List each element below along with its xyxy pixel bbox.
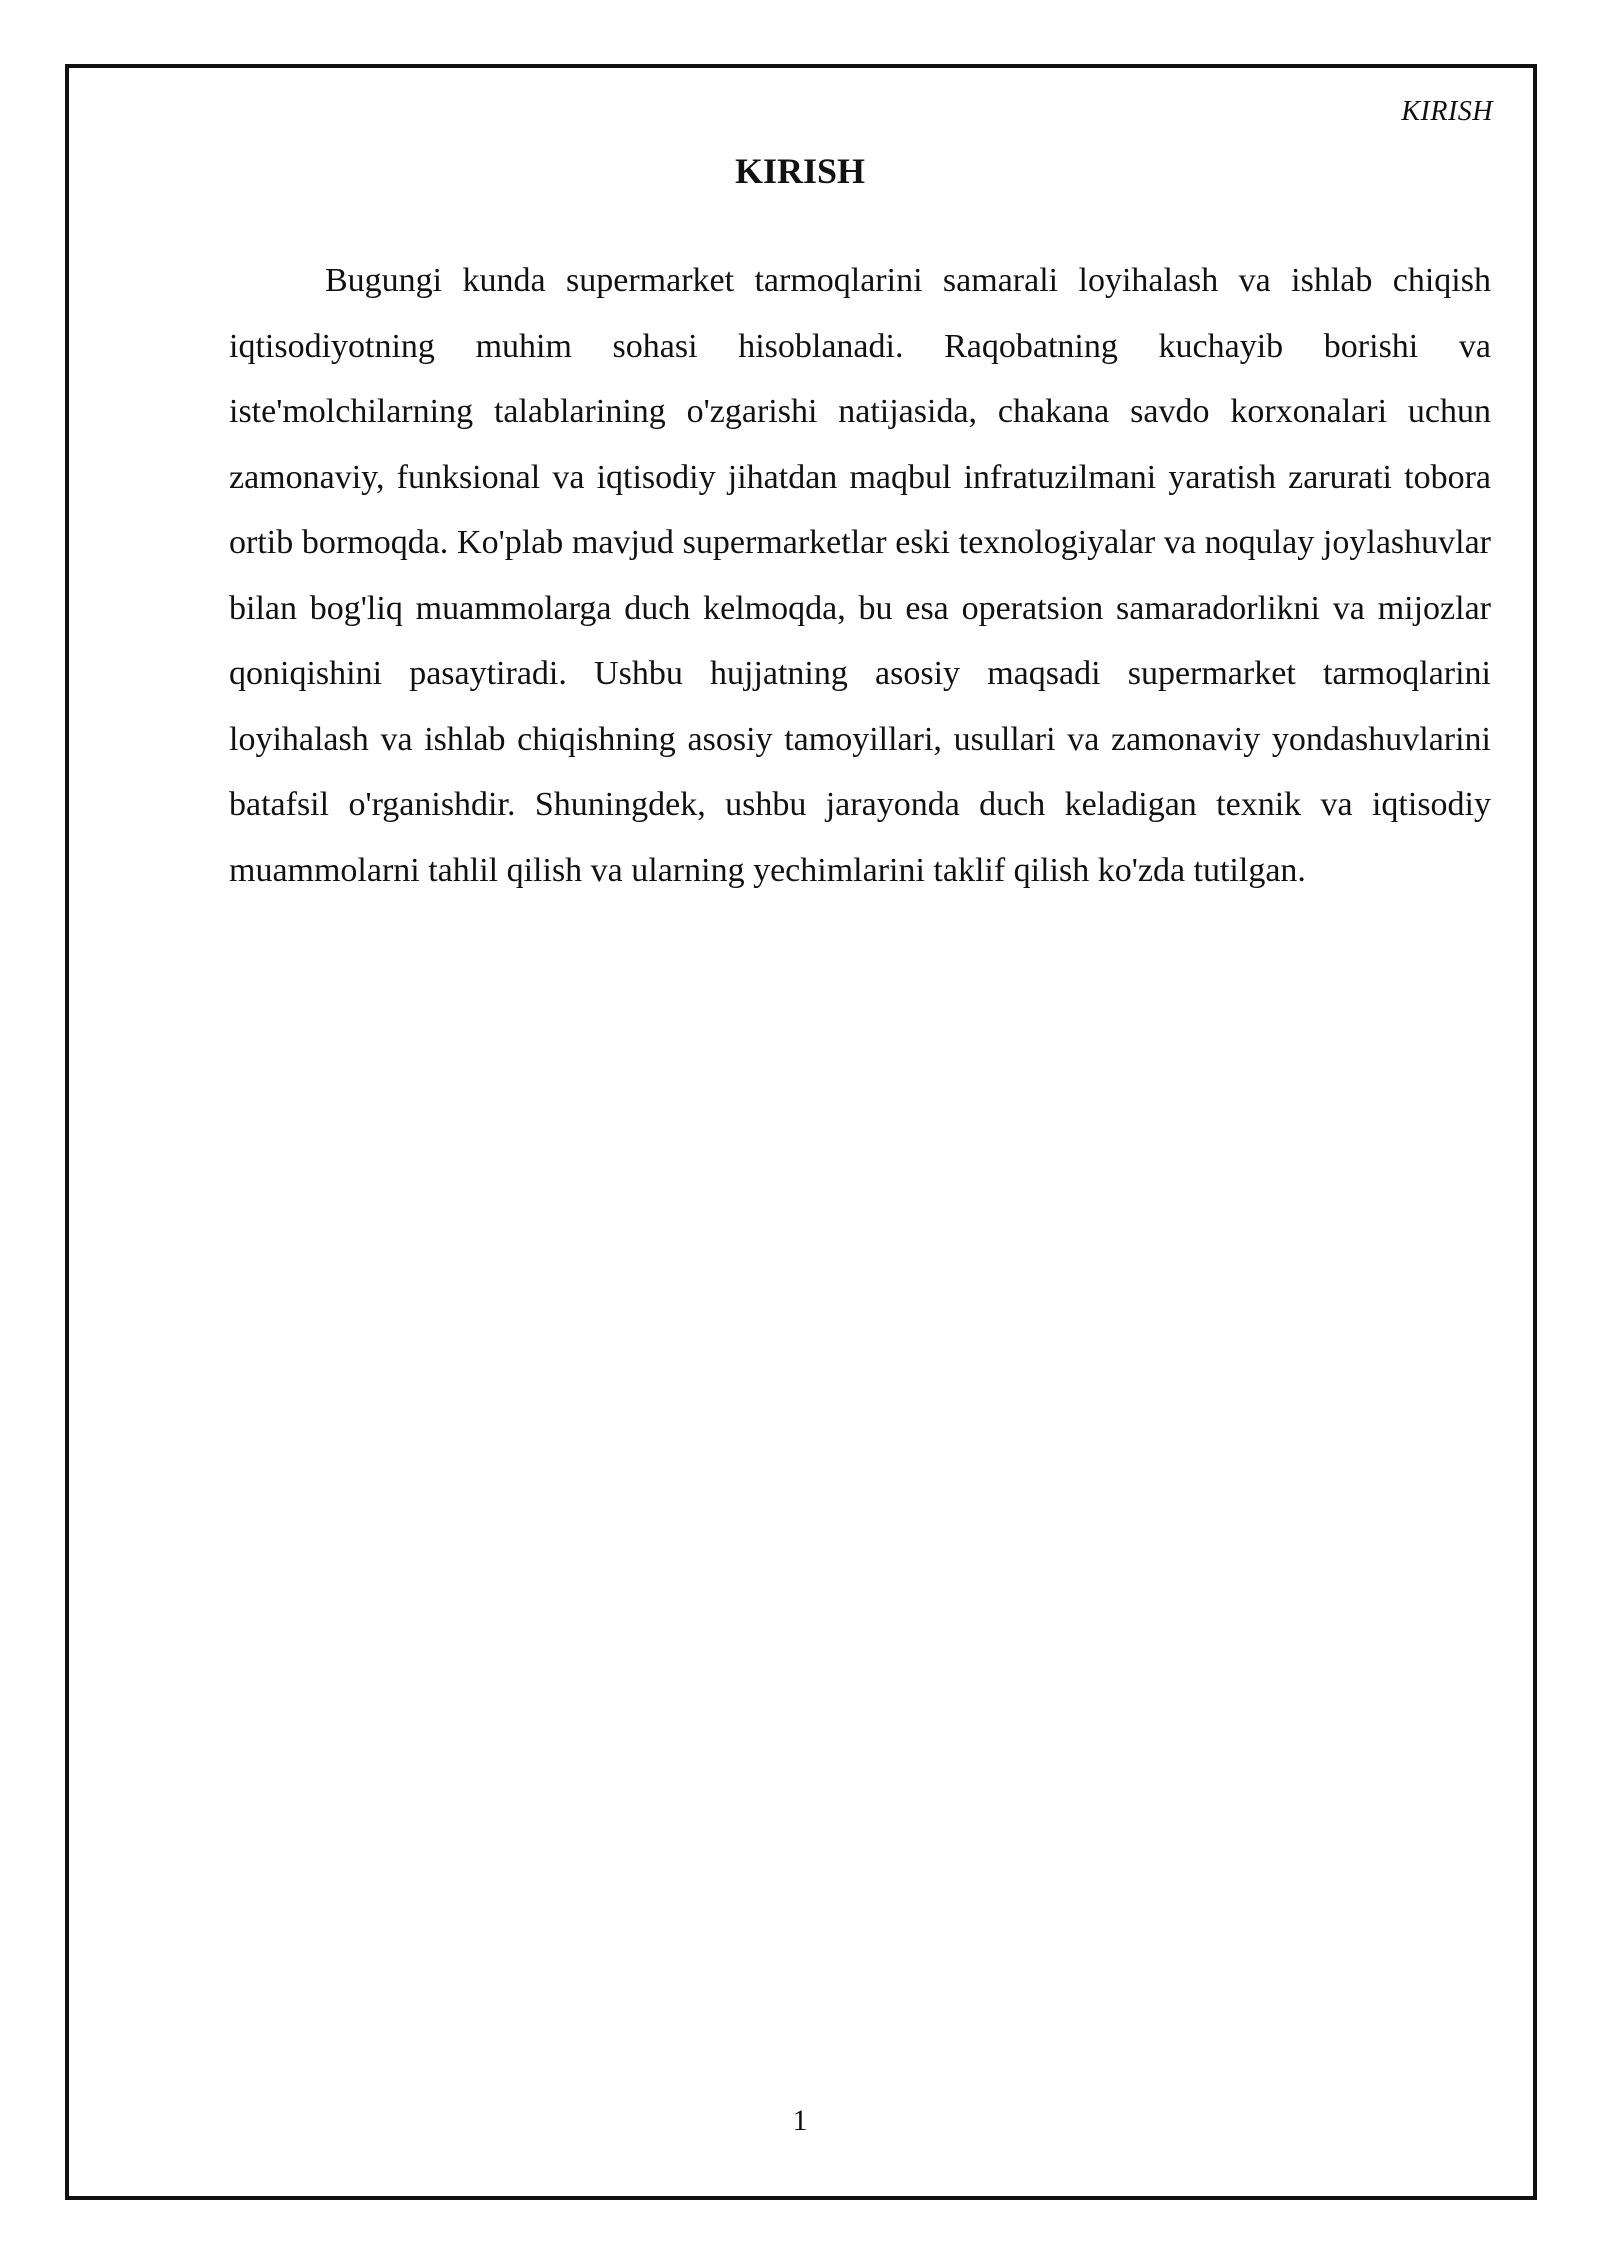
body-paragraph: Bugungi kunda supermarket tarmoqlarini samarali loyihalash va ishlab chiqish iqtisodiyotning muhim sohasi hisoblanadi. Raqobatning kuchayib borishi va iste'molchilarning talablarining o'zgarishi natijasida, chakana savdo korxonalari uchun zamonaviy, funksional va iqtisodiy jihatdan maqbul infratuzilmani yaratish zarurati tobora ortib bormoqda. Ko'plab mavjud supermarketlar eski texnologiyalar va noqulay joylashuvlar bilan bog'liq muammolarga duch kelmoqda, bu esa operatsion samaradorlikni va mijozlar qoniqishini pasaytiradi. Ushbu hujjatning asosiy maqsadi supermarket tarmoqlarini loyihalash va ishlab chiqishning asosiy tamoyillari, usullari va zamonaviy yondashuvlarini batafsil o'rganishdir. Shuningdek, ushbu jarayonda duch keladigan texnik va iqtisodiy muammolarni tahlil qilish va ularning yechimlarini taklif qilish ko'zda tutilgan. xyxy=(229,262,1491,889)
running-header: KIRISH xyxy=(1401,96,1493,127)
page-number: 1 xyxy=(792,2104,808,2137)
page-title: KIRISH xyxy=(734,151,866,191)
